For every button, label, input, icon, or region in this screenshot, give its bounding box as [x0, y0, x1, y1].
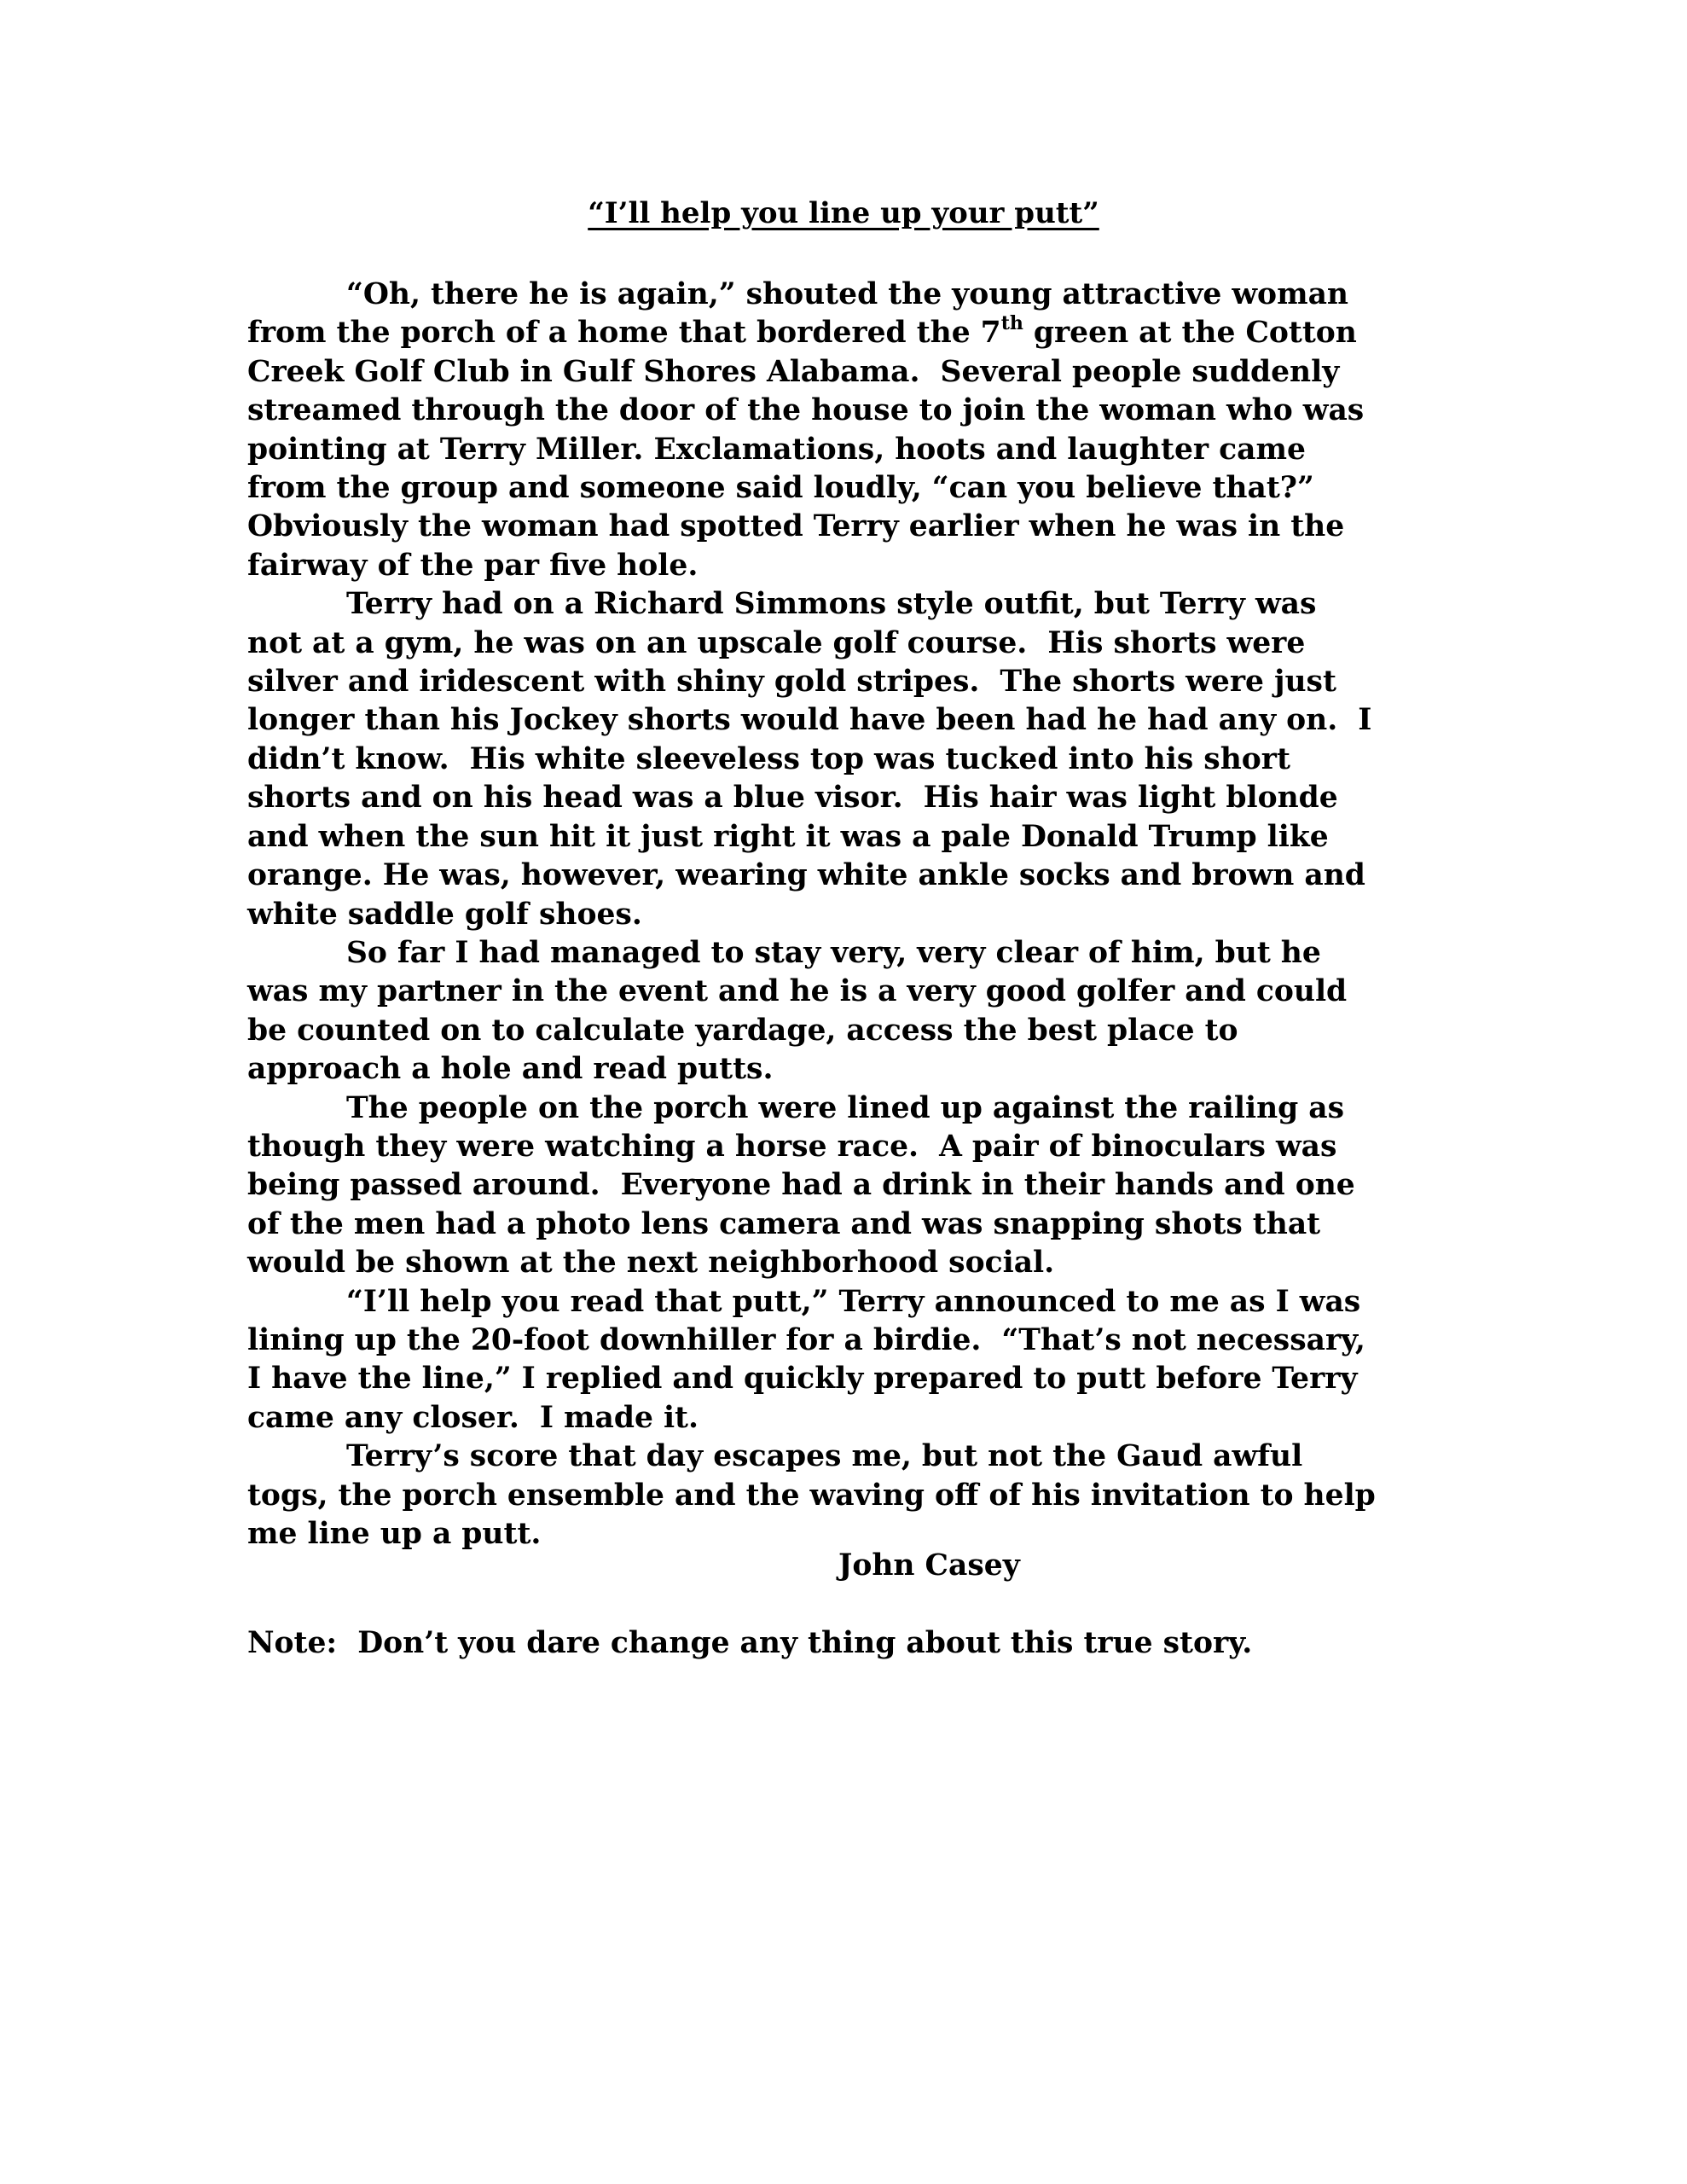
body-line [247, 311, 1458, 352]
body-line: from the group and someone said loudly, “can you believe that?” [247, 471, 1314, 506]
body-line: didn’t know. His white sleeveless top was tucked into his short [247, 741, 1290, 776]
body-line: longer than his Jockey shorts would have been had he had any on. I [247, 703, 1372, 738]
body-line: silver and iridescent with shiny gold stripes. The shorts were just [247, 665, 1336, 700]
body-line: Terry had on a Richard Simmons style outfit, but Terry was [346, 587, 1317, 622]
story-title: “I’ll help you line up your putt” [588, 196, 1099, 230]
body-line: Obviously the woman had spotted Terry earlier when he was in the [247, 509, 1345, 544]
body-line: fairway of the par five hole. [247, 548, 699, 583]
body-line-part: from the porch of a home that bordered the 7 [247, 316, 1001, 351]
body-line: So far I had managed to stay very, very clear of him, but he [346, 935, 1321, 970]
body-line: would be shown at the next neighborhood social. [247, 1246, 1055, 1281]
body-line: came any closer. I made it. [247, 1400, 699, 1435]
body-line: streamed through the door of the house to join the woman who was [247, 393, 1365, 428]
body-line: me line up a putt. [247, 1517, 542, 1551]
body-line: white saddle golf shoes. [247, 897, 642, 932]
body-line: not at a gym, he was on an upscale golf course. His shorts were [247, 625, 1306, 660]
body-line: The people on the porch were lined up against the railing as [346, 1090, 1345, 1125]
body-line: of the men had a photo lens camera and was snapping shots that [247, 1206, 1321, 1241]
body-line: was my partner in the event and he is a very good golfer and could [247, 974, 1348, 1009]
story-body [247, 276, 1458, 1554]
body-line-part: green at the Cotton [1023, 316, 1357, 351]
body-line: “Oh, there he is again,” shouted the young attractive woman [346, 277, 1349, 311]
body-line: pointing at Terry Miller. Exclamations, hoots and laughter came [247, 432, 1306, 467]
body-line: Creek Golf Club in Gulf Shores Alabama. Several people suddenly [247, 354, 1340, 389]
body-line: “I’ll help you read that putt,” Terry announced to me as I was [346, 1284, 1361, 1319]
body-line: orange. He was, however, wearing white ankle socks and brown and [247, 858, 1365, 893]
body-line: being passed around. Everyone had a drink in their hands and one [247, 1168, 1355, 1203]
body-line: togs, the porch ensemble and the waving off of his invitation to help [247, 1478, 1376, 1513]
body-line: lining up the 20-foot downhiller for a birdie. “That’s not necessary, [247, 1322, 1365, 1357]
body-line: and when the sun hit it just right it was a pale Donald Trump like [247, 819, 1329, 854]
body-line: be counted on to calculate yardage, access the best place to [247, 1013, 1238, 1048]
body-line: I have the line,” I replied and quickly prepared to putt before Terry [247, 1362, 1358, 1397]
body-line: though they were watching a horse race. A pair of binoculars was [247, 1129, 1337, 1164]
body-line: shorts and on his head was a blue visor. His hair was light blonde [247, 781, 1338, 816]
body-line: Terry’s score that day escapes me, but not the Gaud awful [346, 1439, 1303, 1474]
author-signature: John Casey [838, 1548, 1020, 1583]
author-note: Note: Don’t you dare change any thing about this true story. [247, 1626, 1253, 1660]
superscript-ordinal: th [1000, 311, 1023, 334]
body-line: approach a hole and read putts. [247, 1052, 774, 1087]
